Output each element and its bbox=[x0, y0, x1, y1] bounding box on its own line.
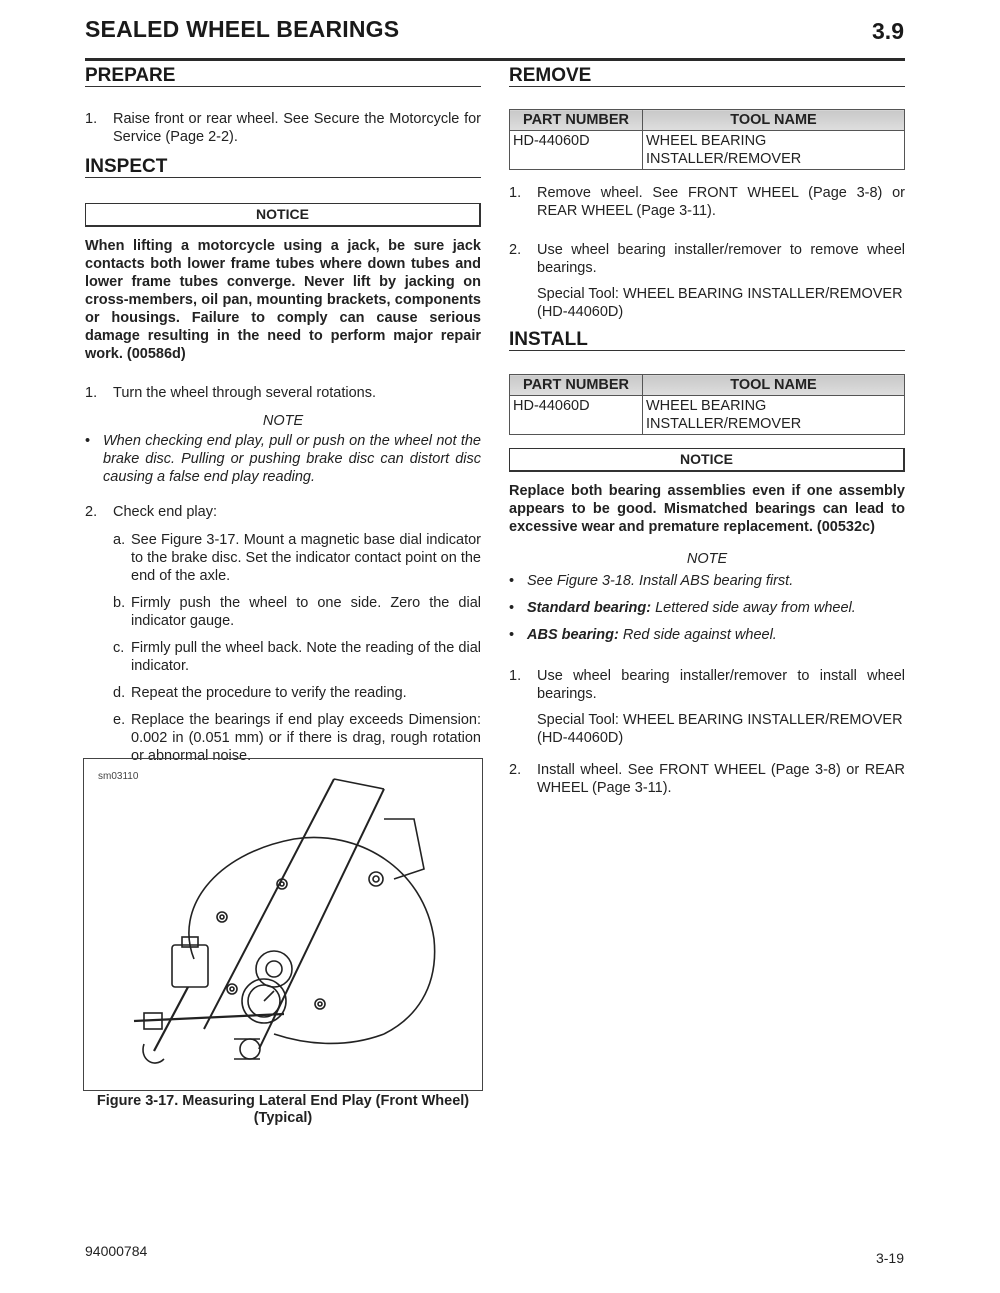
install-notice-box: NOTICE bbox=[509, 448, 905, 472]
substep-text: See Figure 3-17. Mount a magnetic base dial indicator to the brake disc. Set the indicator contact point on the end of the axle. bbox=[131, 532, 481, 584]
step-number: 1. bbox=[85, 111, 98, 127]
remove-special-tool: Special Tool: WHEEL BEARING INSTALLER/REMOVER (HD-44060D) bbox=[537, 286, 903, 320]
install-notice-text: Replace both bearing assemblies even if one assembly appears to be good. Mismatched bearings can lead to excessive wear and premature replacement. (00532c) bbox=[509, 483, 905, 535]
remove-step-2 bbox=[509, 241, 905, 277]
step-text: Use wheel bearing installer/remover to remove wheel bearings. bbox=[537, 242, 905, 276]
substep-letter: a. bbox=[113, 532, 126, 548]
bullet-bold-term: Standard bearing: bbox=[527, 600, 652, 616]
figure-caption: Figure 3-17. Measuring Lateral End Play (Front Wheel) (Typical) bbox=[96, 1093, 470, 1126]
substep-letter: c. bbox=[113, 640, 125, 656]
step-text: Raise front or rear wheel. See Secure the Motorcycle for Service (Page 2-2). bbox=[113, 111, 481, 145]
bullet-text: See Figure 3-18. Install ABS bearing first. bbox=[527, 573, 794, 589]
substep-text: Firmly push the wheel to one side. Zero the dial indicator gauge. bbox=[131, 595, 481, 629]
bullet-text bbox=[527, 599, 905, 617]
column-header: TOOL NAME bbox=[643, 375, 905, 396]
bullet-text bbox=[527, 626, 905, 644]
tool-name-cell: WHEEL BEARING INSTALLER/REMOVER bbox=[643, 396, 905, 435]
inspect-notice-text: When lifting a motorcycle using a jack, be sure jack contacts both lower frame tubes where down tubes and lower frame tubes converge. Never lift by jacking on cross-members, oil pan, mounting brackets, components or housings. Failure to comply can cause serious damage resulting in the need to perform major repair work. (00586d) bbox=[85, 238, 481, 362]
step-number: 1. bbox=[85, 385, 98, 401]
part-number-cell: HD-44060D bbox=[510, 396, 643, 435]
install-note-label: NOTE bbox=[686, 551, 728, 567]
prepare-heading: PREPARE bbox=[85, 67, 481, 87]
step-text: Install wheel. See FRONT WHEEL (Page 3-8) or REAR WHEEL (Page 3-11). bbox=[537, 762, 905, 796]
bullet-dot: • bbox=[509, 573, 515, 589]
inspect-substep-c bbox=[113, 639, 481, 675]
install-note-bullet-3 bbox=[509, 626, 905, 644]
table-row bbox=[510, 396, 905, 435]
table-header-row bbox=[510, 375, 905, 396]
step-number: 2. bbox=[85, 504, 98, 520]
inspect-substep-a bbox=[113, 531, 481, 585]
step-text: Remove wheel. See FRONT WHEEL (Page 3-8) or REAR WHEEL (Page 3-11). bbox=[537, 185, 905, 219]
prepare-step-1 bbox=[85, 110, 481, 146]
step-number: 1. bbox=[509, 185, 522, 201]
step-text: Check end play: bbox=[113, 504, 217, 520]
bullet-body: Red side against wheel. bbox=[618, 627, 777, 643]
document-number: 94000784 bbox=[85, 1243, 148, 1259]
step-text: Use wheel bearing installer/remover to install wheel bearings. bbox=[537, 668, 905, 702]
remove-tool-table bbox=[509, 109, 905, 170]
title-rule bbox=[85, 58, 905, 61]
remove-heading: REMOVE bbox=[509, 67, 905, 87]
remove-step-1 bbox=[509, 184, 905, 220]
install-step-2 bbox=[509, 761, 905, 797]
table-header-row bbox=[510, 110, 905, 131]
bullet-text: When checking end play, pull or push on the wheel not the brake disc. Pulling or pushing brake disc can distort disc causing a false end play reading. bbox=[103, 433, 481, 485]
dial-indicator-illustration bbox=[84, 759, 482, 1090]
part-number-cell: HD-44060D bbox=[510, 131, 643, 170]
bullet-dot: • bbox=[509, 627, 515, 643]
inspect-step-2 bbox=[85, 503, 481, 521]
inspect-substep-e bbox=[113, 711, 481, 765]
substep-letter: d. bbox=[113, 685, 126, 701]
inspect-substep-b bbox=[113, 594, 481, 630]
install-heading: INSTALL bbox=[509, 331, 905, 351]
tool-name-cell: WHEEL BEARING INSTALLER/REMOVER bbox=[643, 131, 905, 170]
step-number: 2. bbox=[509, 242, 522, 258]
column-header: TOOL NAME bbox=[643, 110, 905, 131]
substep-text: Replace the bearings if end play exceeds Dimension: 0.002 in (0.051 mm) or if there is drag, rough rotation or abnormal noise. bbox=[131, 712, 481, 764]
substep-text: Repeat the procedure to verify the reading. bbox=[131, 685, 407, 701]
bullet-bold-term: ABS bearing: bbox=[527, 627, 619, 643]
install-note-bullet-2 bbox=[509, 599, 905, 617]
install-special-tool: Special Tool: WHEEL BEARING INSTALLER/REMOVER (HD-44060D) bbox=[537, 712, 903, 746]
install-step-1 bbox=[509, 667, 905, 703]
inspect-notice-box: NOTICE bbox=[85, 203, 481, 227]
right-column bbox=[509, 64, 905, 797]
substep-letter: b. bbox=[113, 595, 126, 611]
inspect-note-bullet bbox=[85, 432, 481, 486]
column-header: PART NUMBER bbox=[510, 375, 643, 396]
substep-letter: e. bbox=[113, 712, 126, 728]
figure-id: sm03110 bbox=[98, 771, 139, 782]
figure-3-17 bbox=[83, 758, 483, 1091]
page-title: SEALED WHEEL BEARINGS bbox=[85, 16, 400, 42]
inspect-note-label: NOTE bbox=[262, 413, 304, 429]
table-row bbox=[510, 131, 905, 170]
step-number: 1. bbox=[509, 668, 522, 684]
page-number: 3-19 bbox=[875, 1250, 904, 1266]
bullet-dot: • bbox=[509, 600, 515, 616]
bullet-body: Lettered side away from wheel. bbox=[651, 600, 856, 616]
install-note-bullet-1 bbox=[509, 572, 905, 590]
bullet-dot: • bbox=[85, 433, 91, 449]
substep-text: Firmly pull the wheel back. Note the reading of the dial indicator. bbox=[131, 640, 481, 674]
left-column bbox=[85, 64, 481, 765]
inspect-heading: INSPECT bbox=[85, 158, 481, 178]
column-header: PART NUMBER bbox=[510, 110, 643, 131]
inspect-step-1 bbox=[85, 384, 481, 402]
step-number: 2. bbox=[509, 762, 522, 778]
step-text: Turn the wheel through several rotations. bbox=[113, 385, 377, 401]
inspect-substep-d bbox=[113, 684, 481, 702]
install-tool-table bbox=[509, 374, 905, 435]
section-number: 3.9 bbox=[872, 18, 904, 44]
